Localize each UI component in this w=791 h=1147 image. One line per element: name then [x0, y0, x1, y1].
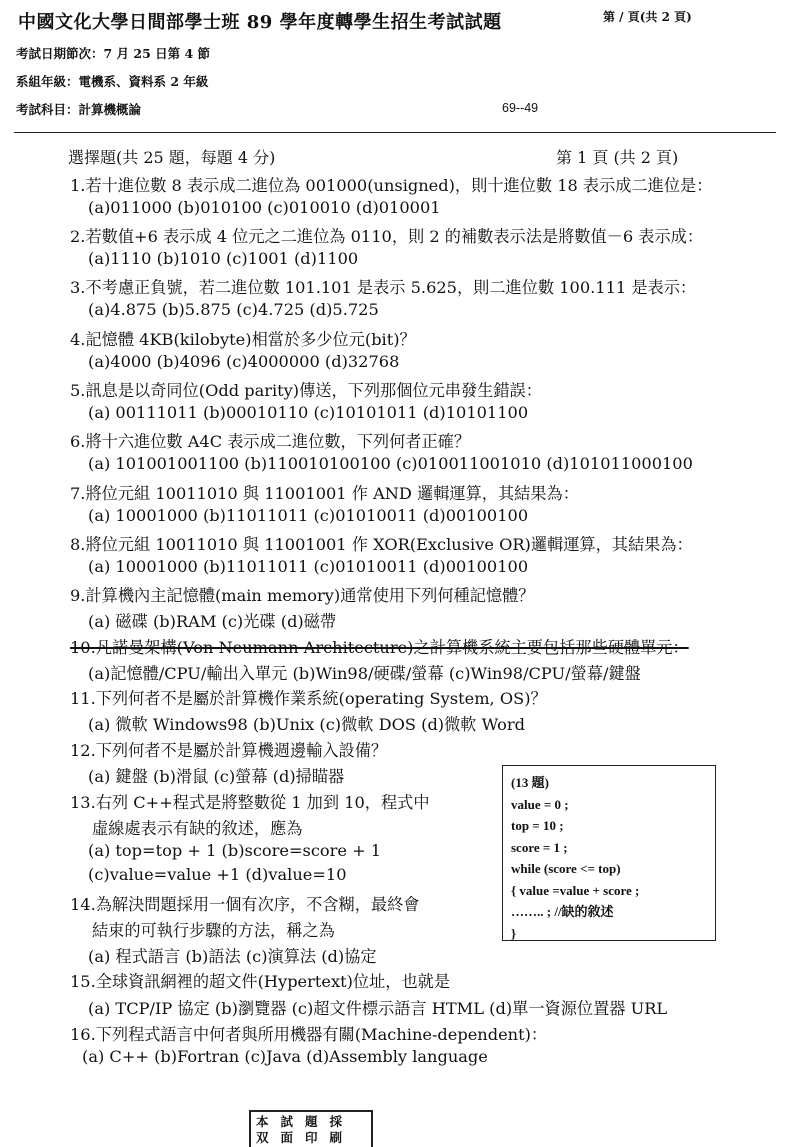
question-13-continued: 虛線處表示有缺的敘述，應為: [92, 819, 303, 838]
section-heading: 選擇題(共 25 題，每題 4 分): [68, 148, 276, 167]
question-15: 15.全球資訊網裡的超文件(Hypertext)位址，也就是: [70, 972, 451, 991]
question-9-options: (a) 磁碟 (b)RAM (c)光碟 (d)磁帶: [88, 612, 337, 631]
code-box: [502, 765, 716, 941]
exam-code: 69--49: [502, 101, 539, 115]
department: 系組年級：電機系、資料系 2 年級: [16, 74, 209, 89]
question-4: 4.記憶體 4KB(kilobyte)相當於多少位元(bit)？: [70, 330, 416, 349]
question-14-continued: 結束的可執行步驟的方法，稱之為: [92, 921, 335, 940]
code-line: { value =value + score ;: [511, 882, 640, 898]
question-10: 10.凡諾曼架構(Von Neumann Architecture)之計算機系統主要包括那些硬體單元：: [70, 638, 689, 657]
question-2: 2.若數值+6 表示成 4 位元之二進位為 0110，則 2 的補數表示法是將數值－6 表示成：: [70, 227, 704, 246]
question-11-options: (a) 微軟 Windows98 (b)Unix (c)微軟 DOS (d)微軟 Word: [88, 715, 526, 734]
question-14: 14.為解決問題採用一個有次序，不含糊，最終會: [70, 895, 420, 914]
page-indicator: 第 / 頁(共 2 頁): [603, 10, 692, 24]
question-8: 8.將位元組 10011010 與 11001001 作 XOR(Exclusive OR)邏輯運算，其結果為：: [70, 535, 693, 554]
question-3-options: (a)4.875 (b)5.875 (c)4.725 (d)5.725: [88, 300, 379, 319]
question-13-options: (a) top=top + 1 (b)score=score + 1: [88, 841, 382, 860]
question-12: 12.下列何者不是屬於計算機週邊輸入設備？: [70, 741, 388, 760]
stamp-line-2: 双面印刷: [256, 1130, 355, 1145]
page-count: 第 1 頁 (共 2 頁): [556, 148, 679, 167]
question-13: 13.右列 C++程式是將整數從 1 加到 10，程式中: [70, 793, 430, 812]
code-line: while (score <= top): [511, 861, 621, 876]
stamp-line-1: 本試題採: [256, 1114, 355, 1129]
question-16: 16.下列程式語言中何者與所用機器有關(Machine-dependent)：: [70, 1025, 548, 1044]
code-line: value = 0 ;: [511, 796, 569, 812]
exam-title: 中國文化大學日間部學士班 89 學年度轉學生招生考試試題: [18, 12, 502, 33]
question-5-options: (a) 00111011 (b)00010110 (c)10101011 (d)10101100: [88, 403, 529, 422]
question-5: 5.訊息是以奇同位(Odd parity)傳送，下列那個位元串發生錯誤：: [70, 381, 542, 400]
question-1-options: (a)011000 (b)010100 (c)010010 (d)010001: [88, 198, 441, 217]
question-11: 11.下列何者不是屬於計算機作業系統(operating System, OS)？: [70, 689, 547, 708]
question-2-options: (a)1110 (b)1010 (c)1001 (d)1100: [88, 249, 359, 268]
code-box-label: (13 題): [511, 775, 549, 790]
question-7: 7.將位元組 10011010 與 11001001 作 AND 邏輯運算，其結果為：: [70, 484, 579, 503]
double-sided-stamp: [249, 1110, 373, 1147]
question-1: 1.若十進位數 8 表示成二進位為 001000(unsigned)，則十進位數 18 表示成二進位是：: [70, 176, 713, 195]
code-line: score = 1 ;: [511, 839, 568, 855]
question-15-options: (a) TCP/IP 協定 (b)瀏覽器 (c)超文件標示語言 HTML (d)單一資源位置器 URL: [88, 999, 668, 1018]
code-line: top = 10 ;: [511, 818, 564, 833]
question-10-options: (a)記憶體/CPU/輸出入單元 (b)Win98/硬碟/螢幕 (c)Win98/CPU/螢幕/鍵盤: [88, 664, 641, 683]
code-line: }: [511, 925, 517, 941]
question-8-options: (a) 10001000 (b)11011011 (c)01010011 (d)00100100: [88, 557, 529, 576]
question-14-options: (a) 程式語言 (b)語法 (c)演算法 (d)協定: [88, 947, 377, 966]
question-16-options: (a) C++ (b)Fortran (c)Java (d)Assembly language: [82, 1047, 488, 1066]
question-3: 3.不考慮正負號，若二進位數 101.101 是表示 5.625，則二進位數 100.111 是表示：: [70, 278, 697, 297]
exam-time: 考試日期節次：7 月 25 日第 4 節: [16, 46, 211, 61]
question-9: 9.計算機內主記憶體(main memory)通常使用下列何種記憶體？: [70, 586, 535, 605]
question-6: 6.將十六進位數 A4C 表示成二進位數，下列何者正確？: [70, 432, 471, 451]
question-6-options: (a) 101001001100 (b)110010100100 (c)010011001010 (d)101011000100: [88, 454, 693, 473]
question-4-options: (a)4000 (b)4096 (c)4000000 (d)32768: [88, 352, 400, 371]
subject: 考試科目：計算機概論: [16, 102, 142, 117]
code-line: …….. ; //缺的敘述: [511, 904, 614, 919]
question-13-options-2: (c)value=value +1 (d)value=10: [88, 865, 347, 884]
question-12-options: (a) 鍵盤 (b)滑鼠 (c)螢幕 (d)掃瞄器: [88, 767, 345, 786]
header-divider: [14, 132, 776, 133]
question-7-options: (a) 10001000 (b)11011011 (c)01010011 (d)00100100: [88, 506, 529, 525]
